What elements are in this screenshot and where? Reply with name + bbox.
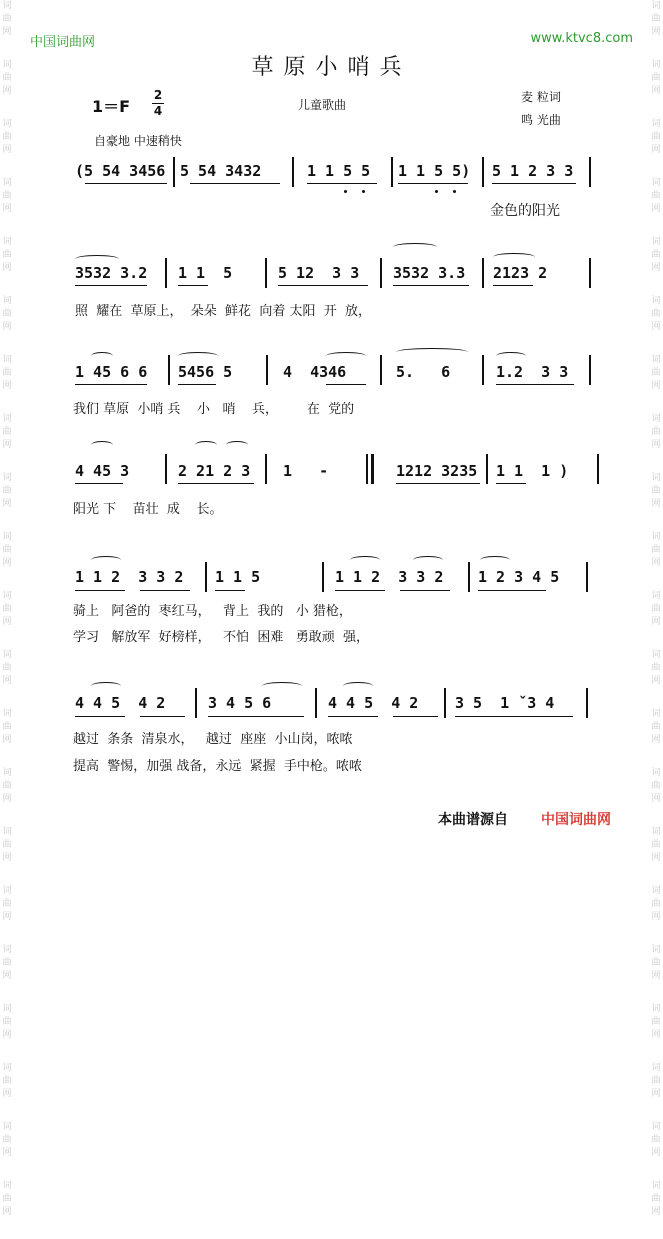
watermark-glyph: 词	[2, 355, 12, 365]
watermark-glyph: 曲	[651, 73, 661, 83]
watermark-glyph: 网	[2, 971, 12, 981]
low-octave-dot	[362, 190, 365, 193]
watermark-glyph: 词	[2, 119, 12, 129]
measure-notes: 1 1 5 5)	[398, 162, 471, 180]
beam	[496, 483, 526, 484]
watermark-glyph: 网	[651, 27, 661, 37]
beam	[140, 590, 190, 591]
slur	[91, 352, 113, 360]
watermark-glyph: 词	[2, 532, 12, 542]
watermark-glyph: 网	[2, 794, 12, 804]
barline	[482, 157, 484, 187]
lyric-line: 阳光 下 苗壮 成 长。	[73, 502, 223, 517]
watermark-column-right	[649, 0, 663, 1217]
beam	[208, 716, 304, 717]
tempo-marking: 自豪地 中速稍快	[94, 134, 182, 148]
beam	[278, 285, 368, 286]
measure-notes: 4 45 3	[75, 462, 130, 480]
watermark-glyph: 网	[2, 617, 12, 627]
slur	[178, 352, 218, 360]
watermark-glyph: 曲	[651, 132, 661, 142]
watermark-glyph: 网	[651, 558, 661, 568]
barline	[292, 157, 294, 187]
watermark-glyph: 词	[651, 1122, 661, 1132]
watermark-glyph: 词	[2, 768, 12, 778]
barline	[444, 688, 446, 718]
beam	[393, 716, 438, 717]
beam	[307, 183, 377, 184]
watermark-glyph: 网	[651, 322, 661, 332]
watermark-glyph: 词	[651, 591, 661, 601]
watermark-glyph: 曲	[651, 1017, 661, 1027]
time-signature-bottom: 4	[153, 104, 163, 118]
measure-notes: 3 4 5 6	[208, 694, 272, 712]
barline	[266, 355, 268, 385]
barline	[195, 688, 197, 718]
watermark-glyph: 网	[651, 794, 661, 804]
beam	[492, 183, 576, 184]
watermark-glyph: 网	[2, 676, 12, 686]
watermark-glyph: 网	[651, 381, 661, 391]
barline	[380, 355, 382, 385]
measure-notes: 2123 2	[493, 264, 548, 282]
measure-notes: 1 2 3 4 5	[478, 568, 560, 586]
watermark-glyph: 网	[2, 322, 12, 332]
barline	[315, 688, 317, 718]
measure-notes: 5 12 3 3	[278, 264, 360, 282]
tie	[396, 348, 468, 356]
lyric-line-verse-1: 骑上 阿爸的 枣红马， 背上 我的 小 猎枪，	[73, 604, 352, 619]
watermark-glyph: 网	[2, 27, 12, 37]
song-genre: 儿童歌曲	[298, 98, 347, 112]
watermark-glyph: 词	[2, 650, 12, 660]
watermark-glyph: 曲	[2, 427, 12, 437]
beam	[400, 590, 450, 591]
barline	[486, 454, 488, 484]
watermark-glyph: 网	[2, 912, 12, 922]
beam	[328, 716, 378, 717]
watermark-glyph: 曲	[2, 840, 12, 850]
watermark-glyph: 曲	[2, 958, 12, 968]
slur	[343, 682, 373, 690]
watermark-glyph: 网	[2, 1148, 12, 1158]
slur	[413, 556, 443, 564]
measure-notes: 3532 3.2	[75, 264, 148, 282]
watermark-glyph: 词	[651, 414, 661, 424]
watermark-glyph: 曲	[2, 663, 12, 673]
watermark-glyph: 词	[2, 1, 12, 11]
watermark-glyph: 曲	[651, 663, 661, 673]
watermark-glyph: 词	[2, 591, 12, 601]
watermark-glyph: 词	[2, 473, 12, 483]
barline	[589, 355, 591, 385]
watermark-glyph: 曲	[2, 73, 12, 83]
watermark-glyph: 曲	[651, 1135, 661, 1145]
watermark-glyph: 网	[651, 263, 661, 273]
barline	[205, 562, 207, 592]
watermark-glyph: 网	[2, 1207, 12, 1217]
watermark-glyph: 词	[2, 60, 12, 70]
watermark-glyph: 网	[651, 499, 661, 509]
barline	[165, 258, 167, 288]
watermark-glyph: 曲	[651, 250, 661, 260]
slur	[262, 682, 302, 690]
watermark-glyph: 曲	[651, 309, 661, 319]
slur	[493, 253, 535, 261]
watermark-glyph: 曲	[2, 545, 12, 555]
watermark-glyph: 网	[2, 381, 12, 391]
site-name-header[interactable]: 中国词曲网	[30, 35, 96, 50]
beam	[75, 384, 147, 385]
barline	[468, 562, 470, 592]
barline	[265, 258, 267, 288]
watermark-glyph: 曲	[2, 1194, 12, 1204]
watermark-glyph: 词	[651, 296, 661, 306]
watermark-glyph: 词	[651, 945, 661, 955]
watermark-glyph: 网	[651, 676, 661, 686]
beam	[335, 590, 385, 591]
watermark-glyph: 曲	[2, 309, 12, 319]
watermark-glyph: 网	[651, 735, 661, 745]
measure-notes: 5 1 2 3 3	[492, 162, 574, 180]
beam	[326, 384, 366, 385]
barline	[165, 454, 167, 484]
watermark-glyph: 词	[651, 237, 661, 247]
lyric-line: 我们 草原 小哨 兵 小 哨 兵， 在 党的	[73, 402, 355, 417]
site-url[interactable]: www.ktvc8.com	[530, 31, 633, 46]
beam	[496, 384, 574, 385]
watermark-glyph: 词	[2, 886, 12, 896]
barline	[168, 355, 170, 385]
watermark-glyph: 词	[2, 178, 12, 188]
slur	[350, 556, 380, 564]
slur	[480, 556, 510, 564]
watermark-glyph: 词	[651, 355, 661, 365]
barline	[380, 258, 382, 288]
barline	[589, 157, 591, 187]
watermark-glyph: 曲	[651, 958, 661, 968]
barline	[597, 454, 599, 484]
watermark-glyph: 曲	[651, 1194, 661, 1204]
watermark-glyph: 网	[651, 1207, 661, 1217]
watermark-glyph: 曲	[651, 781, 661, 791]
watermark-glyph: 网	[2, 735, 12, 745]
measure-notes: 3 5 1 ˇ3 4	[455, 694, 555, 712]
watermark-glyph: 曲	[651, 545, 661, 555]
watermark-glyph: 词	[651, 1181, 661, 1191]
watermark-glyph: 网	[2, 86, 12, 96]
measure-notes: 5. 6	[396, 363, 451, 381]
lyric-line-verse-1: 越过 条条 清泉水， 越过 座座 小山岗，哝哝	[73, 732, 353, 747]
watermark-glyph: 曲	[651, 368, 661, 378]
watermark-glyph: 词	[2, 296, 12, 306]
measure-notes: 1 1 5	[215, 568, 261, 586]
watermark-glyph: 词	[2, 1122, 12, 1132]
watermark-glyph: 网	[651, 86, 661, 96]
measure-notes: 1212 3235	[396, 462, 478, 480]
watermark-glyph: 网	[2, 263, 12, 273]
watermark-glyph: 曲	[2, 899, 12, 909]
watermark-glyph: 网	[2, 440, 12, 450]
slur	[496, 352, 526, 360]
time-signature-top: 2	[153, 88, 163, 102]
barline	[482, 355, 484, 385]
lyricist-credit: 麦 粒词	[521, 90, 561, 104]
composer-credit: 鸣 光曲	[521, 113, 561, 127]
lyric-line-verse-2: 学习 解放军 好榜样， 不怕 困难 勇敢顽 强，	[73, 630, 369, 645]
watermark-glyph: 曲	[651, 604, 661, 614]
watermark-glyph: 词	[651, 532, 661, 542]
watermark-glyph: 网	[651, 971, 661, 981]
lyric-line: 照 耀在 草原上， 朵朵 鲜花 向着 太阳 开 放，	[75, 304, 371, 319]
watermark-glyph: 曲	[651, 14, 661, 24]
watermark-glyph: 网	[2, 499, 12, 509]
repeat-start-barline	[371, 454, 374, 484]
key-signature: 1＝F	[92, 97, 131, 116]
beam	[75, 716, 125, 717]
barline	[482, 258, 484, 288]
slur	[226, 441, 248, 449]
measure-notes: 1 -	[283, 462, 329, 480]
watermark-glyph: 网	[2, 145, 12, 155]
time-signature	[151, 88, 165, 119]
low-octave-dot	[453, 190, 456, 193]
watermark-glyph: 曲	[651, 722, 661, 732]
measure-notes: 4 4346	[283, 363, 347, 381]
watermark-glyph: 网	[651, 617, 661, 627]
beam	[140, 716, 185, 717]
watermark-glyph: 词	[651, 60, 661, 70]
watermark-glyph: 网	[651, 1089, 661, 1099]
slur	[91, 441, 113, 449]
watermark-glyph: 网	[2, 1030, 12, 1040]
beam	[85, 183, 167, 184]
watermark-glyph: 曲	[2, 368, 12, 378]
beam	[178, 285, 208, 286]
watermark-glyph: 词	[2, 945, 12, 955]
slur	[326, 352, 366, 360]
measure-notes: 1 1 5 5	[307, 162, 371, 180]
beam	[398, 183, 468, 184]
watermark-glyph: 词	[651, 473, 661, 483]
watermark-glyph: 曲	[651, 1076, 661, 1086]
beam	[393, 285, 469, 286]
measure-notes: 1 1 2 3 3 2	[75, 568, 184, 586]
source-label: 本曲谱源自	[438, 812, 508, 828]
watermark-glyph: 词	[2, 709, 12, 719]
watermark-glyph: 词	[651, 827, 661, 837]
measure-notes: 5 54 3432	[180, 162, 262, 180]
beam	[478, 590, 546, 591]
watermark-glyph: 词	[651, 709, 661, 719]
beam	[75, 483, 123, 484]
beam	[455, 716, 573, 717]
watermark-glyph: 词	[2, 237, 12, 247]
watermark-column-left	[0, 0, 14, 1217]
watermark-glyph: 词	[651, 178, 661, 188]
watermark-glyph: 曲	[651, 899, 661, 909]
measure-notes: 1 1 1 )	[496, 462, 569, 480]
watermark-glyph: 曲	[2, 722, 12, 732]
barline	[586, 688, 588, 718]
measure-notes: 1.2 3 3	[496, 363, 569, 381]
watermark-glyph: 曲	[2, 1076, 12, 1086]
slur	[91, 556, 121, 564]
song-title: 草原小哨兵	[251, 55, 412, 80]
watermark-glyph: 词	[651, 650, 661, 660]
watermark-glyph: 曲	[2, 486, 12, 496]
watermark-glyph: 词	[2, 1063, 12, 1073]
beam	[75, 590, 125, 591]
watermark-glyph: 曲	[2, 132, 12, 142]
beam	[178, 483, 254, 484]
measure-notes: 5456 5	[178, 363, 233, 381]
measure-notes: 1 1 2 3 3 2	[335, 568, 444, 586]
low-octave-dot	[435, 190, 438, 193]
barline	[391, 157, 393, 187]
watermark-glyph: 词	[2, 414, 12, 424]
barline	[265, 454, 267, 484]
beam	[493, 285, 533, 286]
beam	[396, 483, 480, 484]
watermark-glyph: 网	[2, 558, 12, 568]
beam	[215, 590, 245, 591]
watermark-glyph: 词	[651, 768, 661, 778]
watermark-glyph: 曲	[651, 486, 661, 496]
barline	[586, 562, 588, 592]
repeat-start-barline	[366, 454, 368, 484]
watermark-glyph: 词	[651, 886, 661, 896]
watermark-glyph: 曲	[2, 604, 12, 614]
watermark-glyph: 曲	[2, 1135, 12, 1145]
footer-site-name[interactable]: 中国词曲网	[541, 812, 611, 828]
watermark-glyph: 网	[2, 853, 12, 863]
watermark-glyph: 词	[651, 119, 661, 129]
watermark-glyph: 网	[2, 204, 12, 214]
slur	[91, 682, 121, 690]
beam	[178, 384, 216, 385]
barline	[589, 258, 591, 288]
watermark-glyph: 曲	[2, 1017, 12, 1027]
slur	[75, 255, 119, 263]
watermark-glyph: 词	[651, 1004, 661, 1014]
slur	[195, 441, 217, 449]
beam	[75, 285, 147, 286]
watermark-glyph: 网	[651, 204, 661, 214]
watermark-glyph: 曲	[651, 427, 661, 437]
watermark-glyph: 曲	[651, 840, 661, 850]
measure-notes: 4 4 5 4 2	[328, 694, 419, 712]
lyric-line: 金色的阳光	[490, 203, 560, 219]
measure-notes: 3532 3.3	[393, 264, 466, 282]
slur	[393, 243, 437, 251]
watermark-glyph: 曲	[2, 191, 12, 201]
watermark-glyph: 词	[2, 827, 12, 837]
barline	[322, 562, 324, 592]
watermark-glyph: 词	[651, 1063, 661, 1073]
lyric-line-verse-2: 提高 警惕，加强 战备，永远 紧握 手中枪。哝哝	[73, 759, 362, 774]
watermark-glyph: 网	[651, 853, 661, 863]
watermark-glyph: 曲	[2, 781, 12, 791]
watermark-glyph: 网	[2, 1089, 12, 1099]
watermark-glyph: 曲	[2, 250, 12, 260]
beam	[190, 183, 280, 184]
watermark-glyph: 网	[651, 145, 661, 155]
measure-notes: 2 21 2 3	[178, 462, 251, 480]
measure-notes: (5 54 3456	[75, 162, 166, 180]
watermark-glyph: 词	[651, 1, 661, 11]
watermark-glyph: 词	[2, 1181, 12, 1191]
watermark-glyph: 词	[2, 1004, 12, 1014]
barline	[173, 157, 175, 187]
low-octave-dot	[344, 190, 347, 193]
watermark-glyph: 网	[651, 1030, 661, 1040]
watermark-glyph: 曲	[651, 191, 661, 201]
measure-notes: 4 4 5 4 2	[75, 694, 166, 712]
measure-notes: 1 1 5	[178, 264, 233, 282]
watermark-glyph: 曲	[2, 14, 12, 24]
watermark-glyph: 网	[651, 440, 661, 450]
watermark-glyph: 网	[651, 912, 661, 922]
watermark-glyph: 网	[651, 1148, 661, 1158]
measure-notes: 1 45 6 6	[75, 363, 148, 381]
